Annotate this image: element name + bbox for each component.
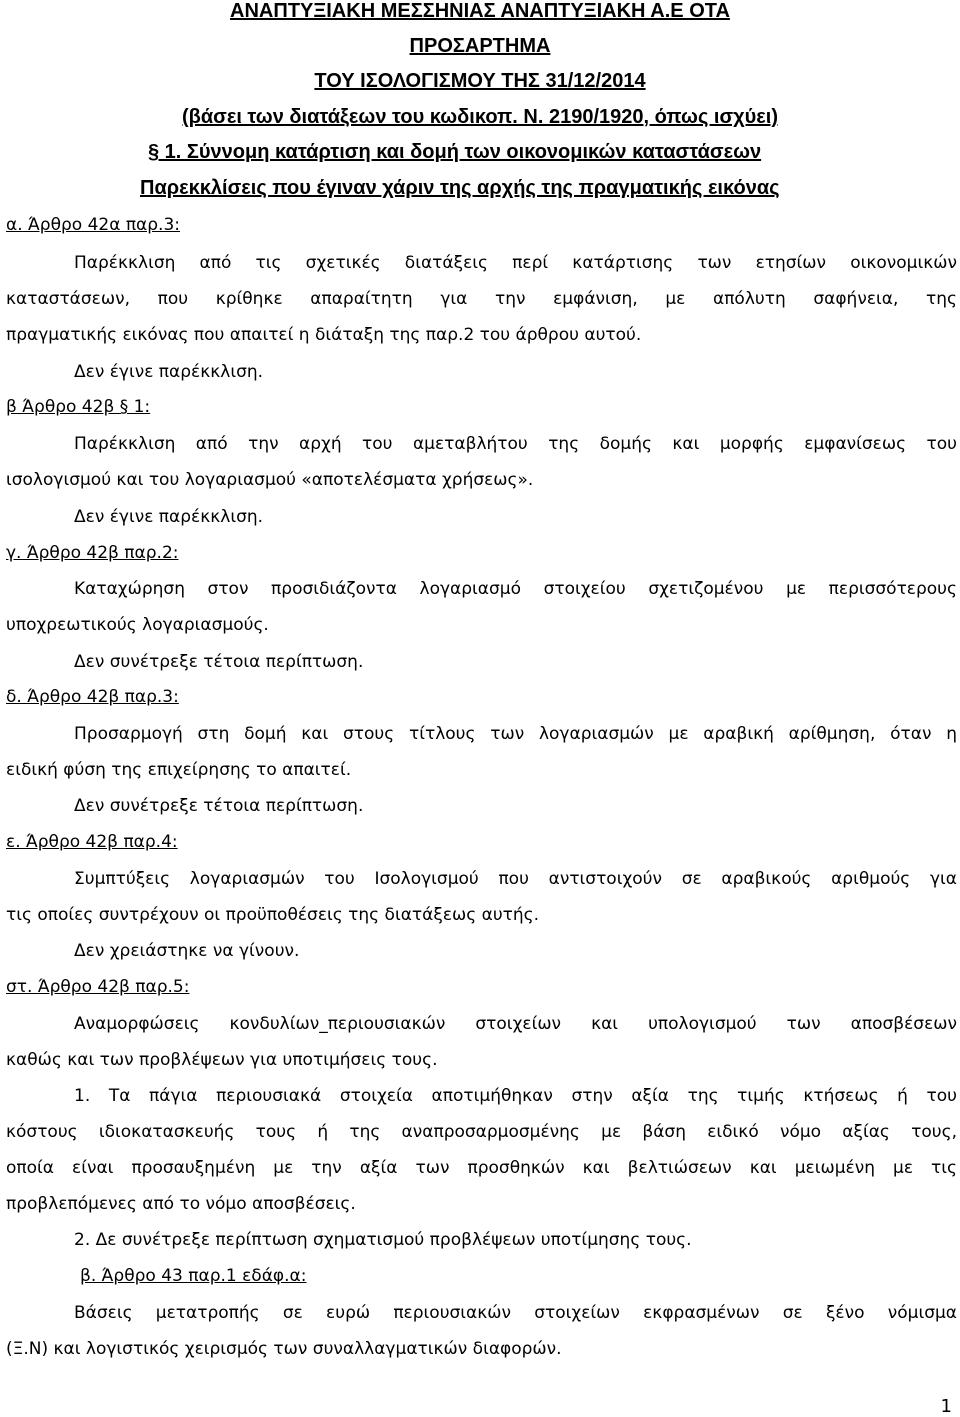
text-line: υποχρεωτικούς λογαριασμούς. [6,615,269,635]
section-e-heading: ε. Άρθρο 42β παρ.4: [6,832,178,852]
section-st-item-2: 2. Δε συνέτρεξε περίπτωση σχηματισμού προβλέψεων υποτίμησης τους. [74,1230,692,1250]
section-a-paragraph [6,245,957,353]
header-deviations: Παρεκκλίσεις που έγιναν χάριν της αρχής της πραγματικής εικόνας [140,177,780,199]
section-c-note: Δεν συνέτρεξε τέτοια περίπτωση. [74,652,364,672]
text-line: πραγματικής εικόνας που απαιτεί η διάταξη της παρ.2 του άρθρου αυτού. [6,325,642,345]
text-line: τις οποίες συντρέχουν οι προϋποθέσεις της διατάξεως αυτής. [6,905,540,925]
header-appendix: ΠΡΟΣΑΡΤΗΜΑ [409,35,551,57]
text-line: καθώς και των προβλέψεων για υποτιμήσεις τους. [6,1050,438,1070]
header-section-1: § 1. Σύννομη κατάρτιση και δομή των οικονομικών καταστάσεων [148,141,762,163]
section-b2-heading: β. Άρθρο 43 παρ.1 εδάφ.α: [80,1266,307,1286]
text-line: οποία είναι προσαυξημένη με την αξία των προσθηκών και βελτιώσεων και μειωμένη με τις [6,1158,957,1178]
text-line: ειδική φύση της επιχείρησης το απαιτεί. [6,760,352,780]
section-b2-paragraph [6,1295,957,1367]
section-d-note: Δεν συνέτρεξε τέτοια περίπτωση. [74,796,364,816]
section-b-note: Δεν έγινε παρέκκλιση. [74,507,264,527]
text-line: Παρέκκλιση από την αρχή του αμεταβλήτου της δομής και μορφής εμφανίσεως του [74,434,957,454]
section-st-heading: στ. Άρθρο 42β παρ.5: [6,977,190,997]
section-b-paragraph [6,426,957,498]
header-law-reference: (βάσει των διατάξεων του κωδικοπ. Ν. 2190/1920, όπως ισχύει) [181,106,778,128]
section-d-heading: δ. Άρθρο 42β παρ.3: [6,687,179,707]
section-e-paragraph [6,861,957,933]
section-c-paragraph [6,571,957,643]
section-st-item-1 [6,1078,957,1222]
section-e-note: Δεν χρειάστηκε να γίνουν. [74,941,300,961]
text-line: ισολογισμού και του λογαριασμού «αποτελέσματα χρήσεως». [6,470,534,490]
text-line: Προσαρμογή στη δομή και στους τίτλους των λογαριασμών με αραβική αρίθμηση, όταν η [74,724,957,744]
text-line: Βάσεις μετατροπής σε ευρώ περιουσιακών στοιχείων εκφρασμένων σε ξένο νόμισμα [74,1303,957,1323]
text-line: (Ξ.Ν) και λογιστικός χειρισμός των συναλλαγματικών διαφορών. [6,1339,562,1359]
section-b-heading: β Άρθρο 42β § 1: [6,397,151,417]
section-a-note: Δεν έγινε παρέκκλιση. [74,362,264,382]
section-c-heading: γ. Άρθρο 42β παρ.2: [6,543,179,563]
text-line: προβλεπόμενες από το νόμο αποσβέσεις. [6,1194,356,1214]
text-line: Παρέκκλιση από τις σχετικές διατάξεις περί κατάρτισης των ετησίων οικονομικών [74,253,957,273]
text-line: Συμπτύξεις λογαριασμών του Ισολογισμού που αντιστοιχούν σε αραβικούς αριθμούς για [74,869,957,889]
section-a-heading: α. Άρθρο 42α παρ.3: [6,215,180,235]
header-company: ΑΝΑΠΤΥΞΙΑΚΗ ΜΕΣΣΗΝΙΑΣ ΑΝΑΠΤΥΞΙΑΚΗ Α.Ε ΟΤΑ [230,0,730,22]
section-d-paragraph [6,716,957,788]
text-line: Καταχώρηση στον προσιδιάζοντα λογαριασμό στοιχείου σχετιζομένου με περισσότερους [74,579,957,599]
page-number: 1 [940,1396,952,1417]
text-line: καταστάσεων, που κρίθηκε απαραίτητη για την εμφάνιση, με απόλυτη σαφήνεια, της [6,289,957,309]
section-st-paragraph [6,1006,957,1078]
header-balance-date: ΤΟΥ ΙΣΟΛΟΓΙΣΜΟΥ ΤΗΣ 31/12/2014 [314,70,646,92]
text-line: 1. Τα πάγια περιουσιακά στοιχεία αποτιμήθηκαν στην αξία της τιμής κτήσεως ή του [74,1086,957,1106]
text-line: κόστους ιδιοκατασκευής τους ή της αναπροσαρμοσμένης με βάση ειδικό νόμο αξίας τους, [6,1122,957,1142]
text-line: Αναμορφώσεις κονδυλίων_περιουσιακών στοιχείων και υπολογισμού των αποσβέσεων [74,1014,957,1034]
